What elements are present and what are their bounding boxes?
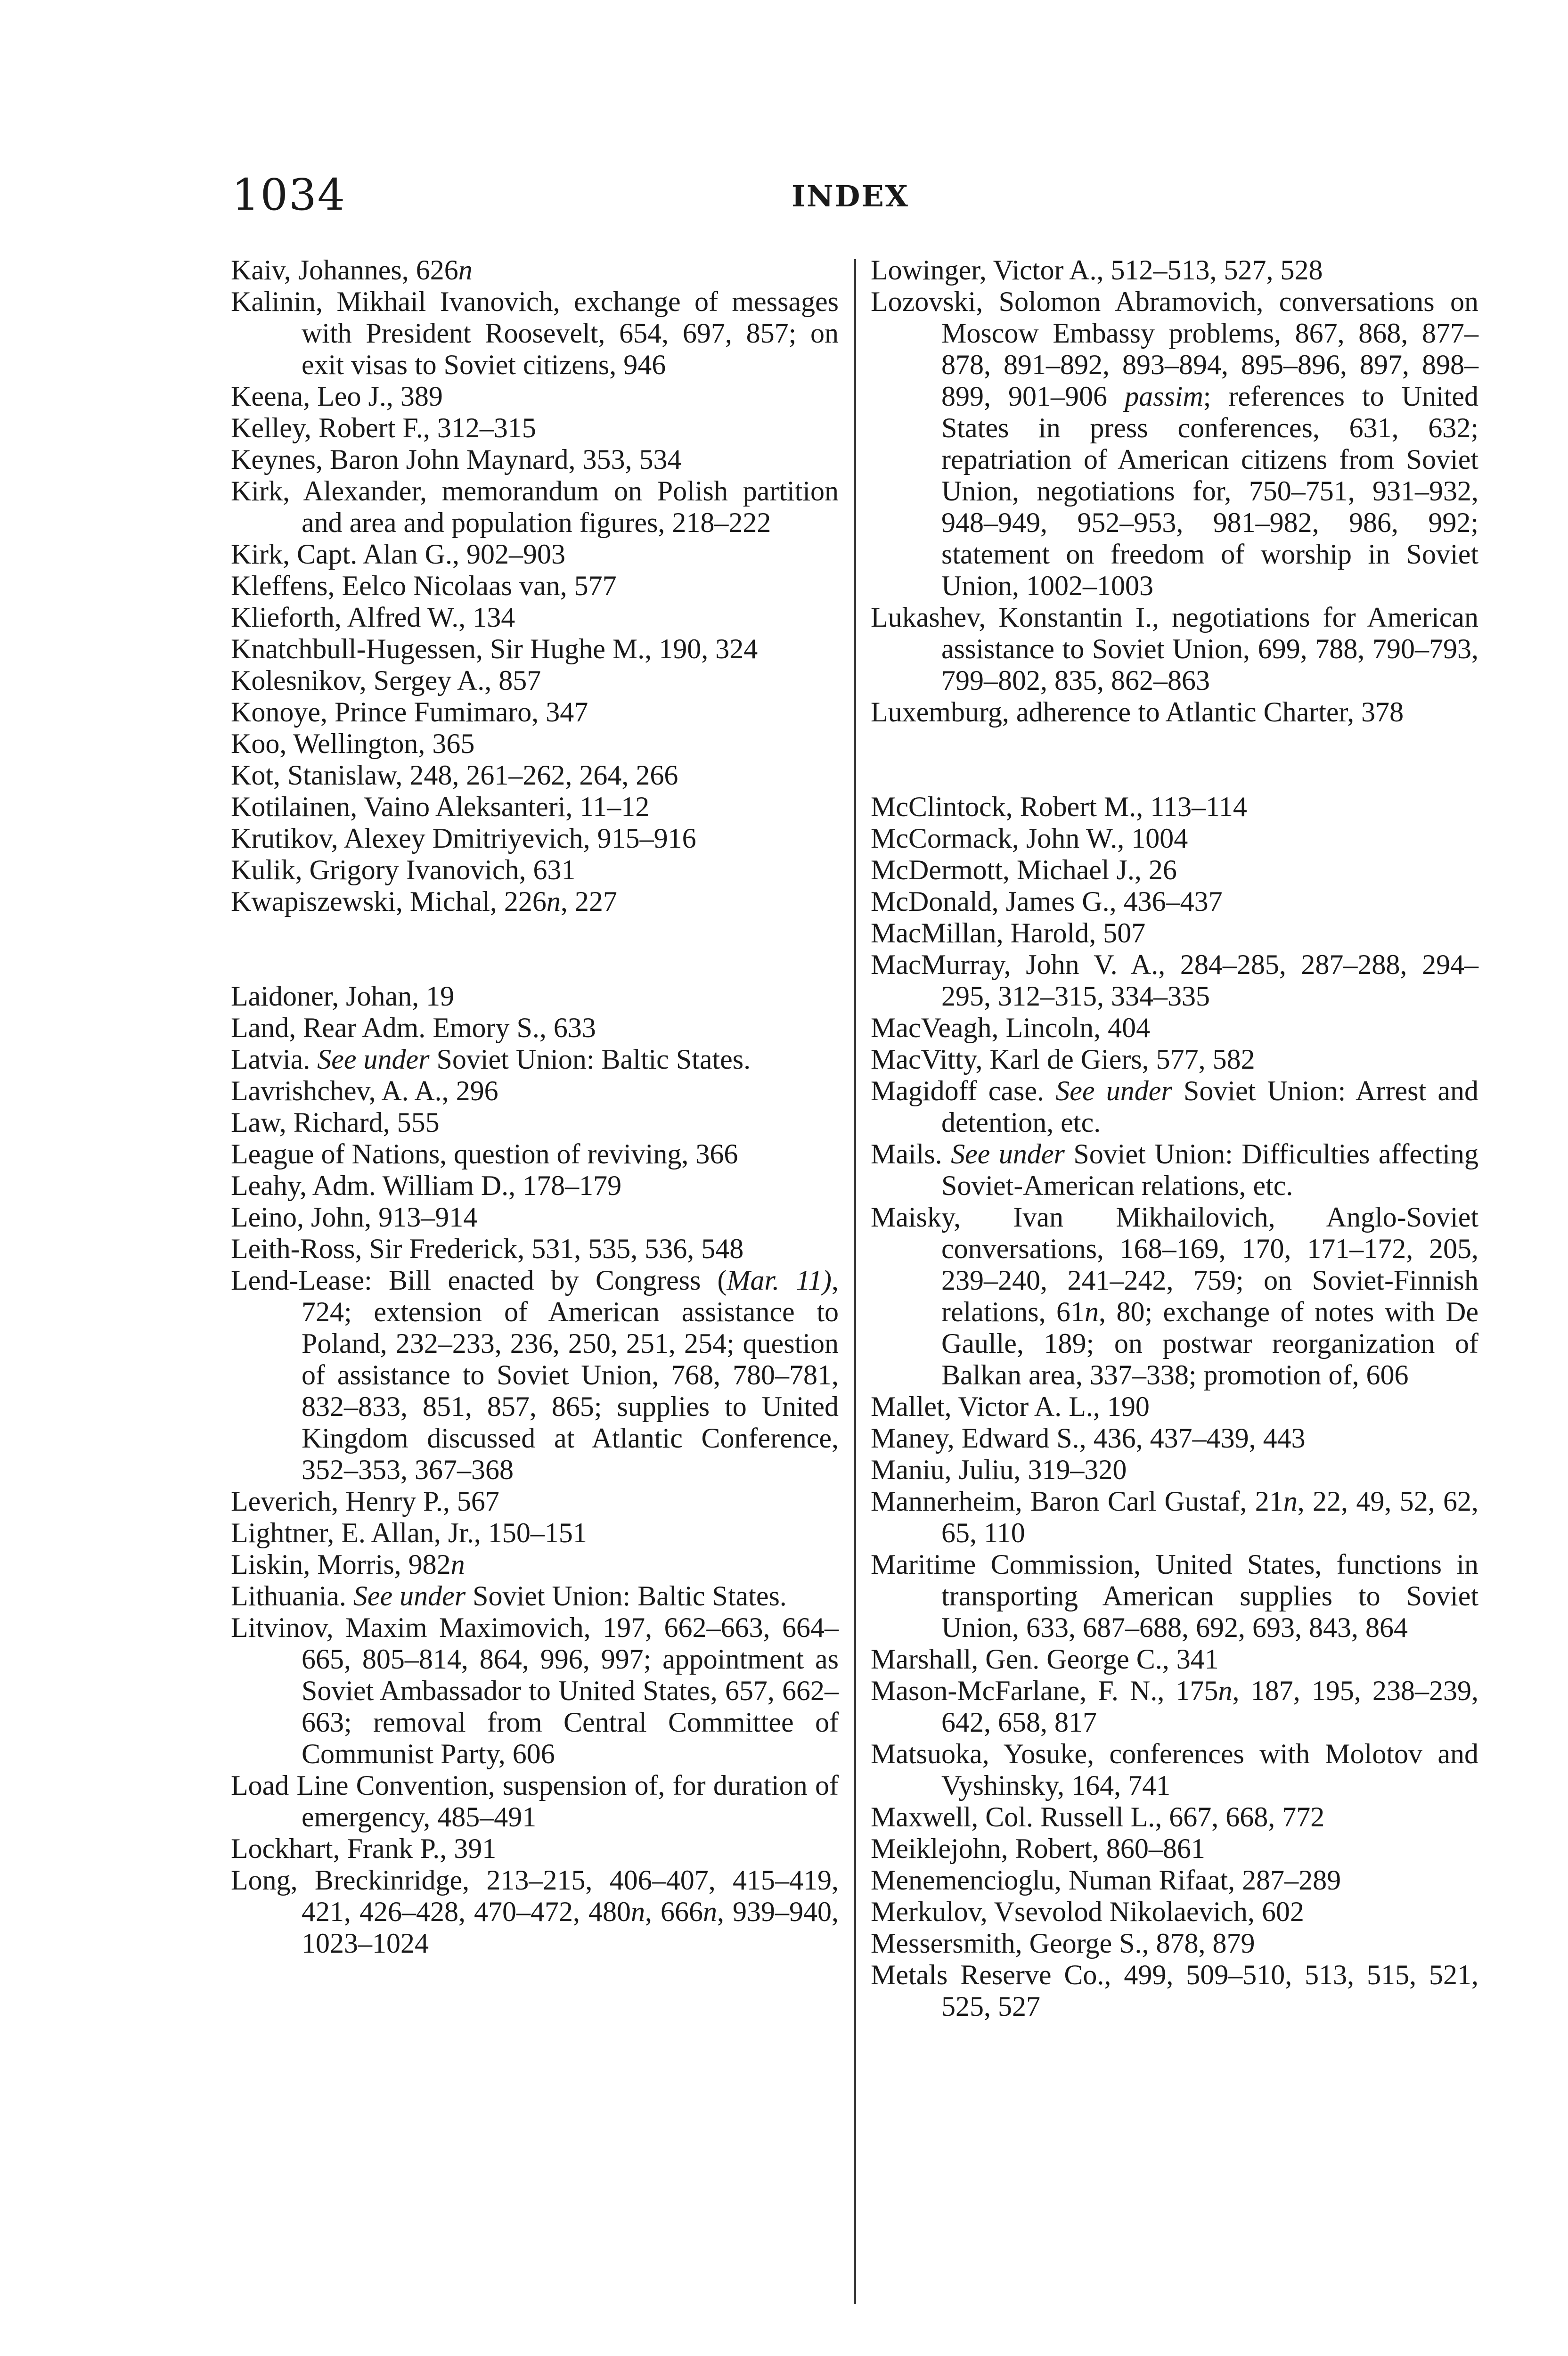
index-entry — [871, 917, 1478, 949]
index-entry — [871, 1202, 1478, 1391]
entry-text: Kelley, Robert F., 312–315 — [231, 412, 536, 443]
index-entry — [231, 1265, 839, 1486]
entry-text: Magidoff case. — [871, 1075, 1056, 1106]
index-entry — [231, 1770, 839, 1833]
index-entry — [231, 696, 839, 728]
footnote-marker: n — [631, 1896, 645, 1927]
index-entry — [231, 1170, 839, 1202]
entry-text: Mason-McFarlane, F. N., 175 — [871, 1675, 1218, 1706]
entry-text: Lightner, E. Allan, Jr., 150–151 — [231, 1517, 587, 1548]
index-entry — [871, 286, 1478, 602]
page-number: 1034 — [232, 170, 346, 220]
index-entry — [231, 1865, 839, 1959]
entry-text-continued: , 80; exchange of notes with De Gaulle, 189; on postwar reorganization of Balkan area, 337–338; promotion of, 606 — [941, 1296, 1478, 1391]
footnote-marker: n — [458, 254, 473, 286]
index-entry — [231, 412, 839, 444]
entry-text: Leahy, Adm. William D., 178–179 — [231, 1170, 622, 1201]
index-entry — [231, 602, 839, 633]
section-gap — [871, 728, 1478, 791]
entry-text: MacVitty, Karl de Giers, 577, 582 — [871, 1044, 1255, 1075]
index-entry — [871, 1644, 1478, 1675]
entry-text: Leverich, Henry P., 567 — [231, 1486, 499, 1517]
entry-text: Liskin, Morris, 982 — [231, 1549, 451, 1580]
footnote-marker: n — [546, 886, 561, 917]
entry-text: Messersmith, George S., 878, 879 — [871, 1928, 1255, 1959]
index-entry — [871, 1865, 1478, 1896]
entry-text: Maritime Commission, United States, functions in transporting American supplies to Soviet Union, 633, 687–688, 692, 693, 843, 864 — [871, 1549, 1478, 1643]
index-entry — [231, 1833, 839, 1865]
entry-text: McDonald, James G., 436–437 — [871, 886, 1223, 917]
index-entry — [231, 1486, 839, 1517]
index-entry — [231, 1580, 839, 1612]
section-gap — [231, 917, 839, 981]
cross-reference: See under — [353, 1580, 466, 1612]
entry-text-continued: , 666 — [645, 1896, 703, 1927]
entry-text: Knatchbull-Hugessen, Sir Hughe M., 190, 324 — [231, 633, 758, 664]
entry-text: League of Nations, question of reviving, 366 — [231, 1138, 738, 1170]
entry-text: Load Line Convention, suspension of, for duration of emergency, 485–491 — [231, 1770, 839, 1832]
index-entry — [871, 1075, 1478, 1138]
index-entry — [231, 823, 839, 854]
index-entry — [231, 1612, 839, 1770]
index-entry — [231, 1107, 839, 1138]
index-entry — [231, 1044, 839, 1075]
entry-text: Lowinger, Victor A., 512–513, 527, 528 — [871, 254, 1323, 286]
entry-text: Kulik, Grigory Ivanovich, 631 — [231, 854, 576, 885]
footnote-marker: n — [703, 1896, 717, 1927]
index-entry — [871, 1675, 1478, 1738]
index-entry — [231, 728, 839, 760]
entry-text: Lukashev, Konstantin I., negotiations for American assistance to Soviet Union, 699, 788, 790–793, 799–802, 835, 862–863 — [871, 602, 1478, 696]
entry-text-continued: , 227 — [560, 886, 617, 917]
entry-text: Lend-Lease: Bill enacted by Congress ( — [231, 1265, 727, 1296]
entry-text-continued: , 22, 49, 52, 62, 65, 110 — [941, 1486, 1478, 1548]
cross-reference: See under — [951, 1138, 1065, 1170]
index-entry — [231, 254, 839, 286]
index-entry — [871, 823, 1478, 854]
entry-text: Marshall, Gen. George C., 341 — [871, 1644, 1219, 1675]
entry-text: Law, Richard, 555 — [231, 1107, 440, 1138]
entry-text: Mallet, Victor A. L., 190 — [871, 1391, 1150, 1422]
entry-text-continued: , 187, 195, 238–239, 642, 658, 817 — [941, 1675, 1478, 1738]
entry-text-continued: ; references to United States in press conferences, 631, 632; repatriation of American citizens from Soviet Union, negotiations for, 750–751, 931–932, 948–949, 952–953, 981–982, 986, 992; statement on freedom of worship in Soviet Union, 1002–1003 — [941, 381, 1479, 601]
index-column-right — [871, 254, 1478, 2022]
cross-reference: Mar. 11) — [727, 1265, 832, 1296]
entry-text-continued: Soviet Union: Baltic States. — [466, 1580, 787, 1612]
entry-text-continued: Soviet Union: Difficulties affecting Soviet-American relations, etc. — [941, 1138, 1479, 1201]
cross-reference: See under — [317, 1044, 430, 1075]
entry-text: Kwapiszewski, Michal, 226 — [231, 886, 547, 917]
index-entry — [231, 570, 839, 602]
entry-text-continued: Soviet Union: Arrest and detention, etc. — [941, 1075, 1478, 1138]
entry-text-continued: Soviet Union: Baltic States. — [429, 1044, 751, 1075]
index-entry — [231, 633, 839, 665]
entry-text: Lavrishchev, A. A., 296 — [231, 1075, 498, 1106]
entry-text: Keena, Leo J., 389 — [231, 381, 443, 412]
entry-text: Kaiv, Johannes, 626 — [231, 254, 458, 286]
cross-reference: See under — [1055, 1075, 1172, 1106]
entry-text: Kolesnikov, Sergey A., 857 — [231, 665, 541, 696]
index-entry — [231, 1549, 839, 1580]
entry-text: Maisky, Ivan Mikhailovich, Anglo-Soviet conversations, 168–169, 170, 171–172, 205, 239–240, 241–242, 759; on Soviet-Finnish relations, 61 — [871, 1202, 1478, 1327]
entry-text: Kot, Stanislaw, 248, 261–262, 264, 266 — [231, 760, 678, 791]
index-entry — [231, 539, 839, 570]
index-entry — [871, 854, 1478, 886]
footnote-marker: n — [1218, 1675, 1233, 1706]
index-entry — [871, 1833, 1478, 1865]
entry-text: Kirk, Capt. Alan G., 902–903 — [231, 539, 565, 570]
entry-text-continued: , 939–940, 1023–1024 — [302, 1896, 839, 1959]
index-entry — [231, 981, 839, 1012]
index-entry — [871, 254, 1478, 286]
entry-text: Lockhart, Frank P., 391 — [231, 1833, 497, 1864]
entry-text: Kotilainen, Vaino Aleksanteri, 11–12 — [231, 791, 650, 822]
index-entry — [871, 1391, 1478, 1423]
entry-text: Leino, John, 913–914 — [231, 1202, 478, 1233]
index-entry — [871, 1738, 1478, 1801]
entry-text: McClintock, Robert M., 113–114 — [871, 791, 1247, 822]
index-entry — [871, 1959, 1478, 2022]
index-entry — [871, 1928, 1478, 1959]
entry-text: Kirk, Alexander, memorandum on Polish partition and area and population figures, 218–222 — [231, 475, 839, 538]
entry-text: McCormack, John W., 1004 — [871, 823, 1188, 854]
index-entry — [871, 1044, 1478, 1075]
entry-text: Litvinov, Maxim Maximovich, 197, 662–663, 664–665, 805–814, 864, 996, 997; appointment as Soviet Ambassador to United States, 657, 662–663; removal from Central Committee of Communist Party, 606 — [231, 1612, 839, 1769]
entry-text: McDermott, Michael J., 26 — [871, 854, 1177, 885]
entry-text: Latvia. — [231, 1044, 318, 1075]
entry-text: Long, Breckinridge, 213–215, 406–407, 415–419, 421, 426–428, 470–472, 480 — [231, 1865, 839, 1927]
entry-text-continued: , 724; extension of American assistance to Poland, 232–233, 236, 250, 251, 254; question of assistance to Soviet Union, 768, 780–781, 832–833, 851, 857, 865; supplies to United Kingdom discussed at Atlantic Conference, 352–353, 367–368 — [302, 1265, 839, 1485]
entry-text: MacMurray, John V. A., 284–285, 287–288, 294–295, 312–315, 334–335 — [871, 949, 1478, 1012]
index-entry — [871, 1896, 1478, 1928]
index-column-left — [231, 254, 839, 1959]
entry-text: Mannerheim, Baron Carl Gustaf, 21 — [871, 1486, 1283, 1517]
index-entry — [871, 1423, 1478, 1454]
entry-text: Luxemburg, adherence to Atlantic Charter, 378 — [871, 696, 1404, 728]
entry-text: Maxwell, Col. Russell L., 667, 668, 772 — [871, 1801, 1325, 1832]
index-entry — [231, 760, 839, 791]
index-entry — [871, 1486, 1478, 1549]
footnote-marker: n — [1283, 1486, 1298, 1517]
index-entry — [231, 1233, 839, 1265]
index-entry — [231, 1138, 839, 1170]
entry-text: Merkulov, Vsevolod Nikolaevich, 602 — [871, 1896, 1304, 1927]
index-entry — [231, 475, 839, 539]
entry-text: Matsuoka, Yosuke, conferences with Molotov and Vyshinsky, 164, 741 — [871, 1738, 1478, 1801]
entry-text: Kalinin, Mikhail Ivanovich, exchange of messages with President Roosevelt, 654, 697, 857; on exit visas to Soviet citizens, 946 — [231, 286, 839, 380]
entry-text: Laidoner, Johan, 19 — [231, 981, 455, 1012]
index-entry — [231, 444, 839, 475]
index-entry — [871, 696, 1478, 728]
entry-text: Menemencioglu, Numan Rifaat, 287–289 — [871, 1865, 1341, 1896]
index-entry — [871, 1549, 1478, 1644]
index-entry — [231, 886, 839, 917]
entry-text: Mails. — [871, 1138, 951, 1170]
entry-text: MacMillan, Harold, 507 — [871, 917, 1146, 949]
entry-text: Klieforth, Alfred W., 134 — [231, 602, 515, 633]
entry-text: Land, Rear Adm. Emory S., 633 — [231, 1012, 596, 1043]
entry-text: Konoye, Prince Fumimaro, 347 — [231, 696, 588, 728]
index-entry — [231, 1075, 839, 1107]
entry-text: Lozovski, Solomon Abramovich, conversations on Moscow Embassy problems, 867, 868, 877–878, 891–892, 893–894, 895–896, 897, 898–899, 901–906 — [871, 286, 1478, 412]
footnote-marker: n — [1085, 1296, 1099, 1327]
entry-text: Maniu, Juliu, 319–320 — [871, 1454, 1127, 1485]
entry-text: Metals Reserve Co., 499, 509–510, 513, 515, 521, 525, 527 — [871, 1959, 1478, 2022]
index-entry — [871, 886, 1478, 917]
entry-text: Lithuania. — [231, 1580, 353, 1612]
index-entry — [871, 602, 1478, 696]
index-entry — [231, 791, 839, 823]
entry-text: Koo, Wellington, 365 — [231, 728, 475, 759]
index-entry — [231, 1517, 839, 1549]
entry-text: Maney, Edward S., 436, 437–439, 443 — [871, 1423, 1306, 1454]
entry-text: Meiklejohn, Robert, 860–861 — [871, 1833, 1205, 1864]
entry-text: Kleffens, Eelco Nicolaas van, 577 — [231, 570, 617, 601]
index-entry — [231, 1012, 839, 1044]
index-entry — [871, 1454, 1478, 1486]
footnote-marker: n — [450, 1549, 465, 1580]
index-entry — [871, 1138, 1478, 1202]
entry-text: Keynes, Baron John Maynard, 353, 534 — [231, 444, 682, 475]
index-entry — [871, 949, 1478, 1012]
index-entry — [231, 665, 839, 696]
index-entry — [231, 854, 839, 886]
index-entry — [231, 1202, 839, 1233]
index-entry — [871, 1801, 1478, 1833]
index-entry — [871, 791, 1478, 823]
entry-text: Krutikov, Alexey Dmitriyevich, 915–916 — [231, 823, 696, 854]
cross-reference: passim — [1125, 381, 1203, 412]
entry-text: Leith-Ross, Sir Frederick, 531, 535, 536, 548 — [231, 1233, 744, 1264]
index-entry — [231, 381, 839, 412]
index-entry — [871, 1012, 1478, 1044]
column-divider — [854, 259, 856, 2304]
running-head: INDEX — [792, 179, 909, 213]
entry-text: MacVeagh, Lincoln, 404 — [871, 1012, 1151, 1043]
index-entry — [231, 286, 839, 381]
